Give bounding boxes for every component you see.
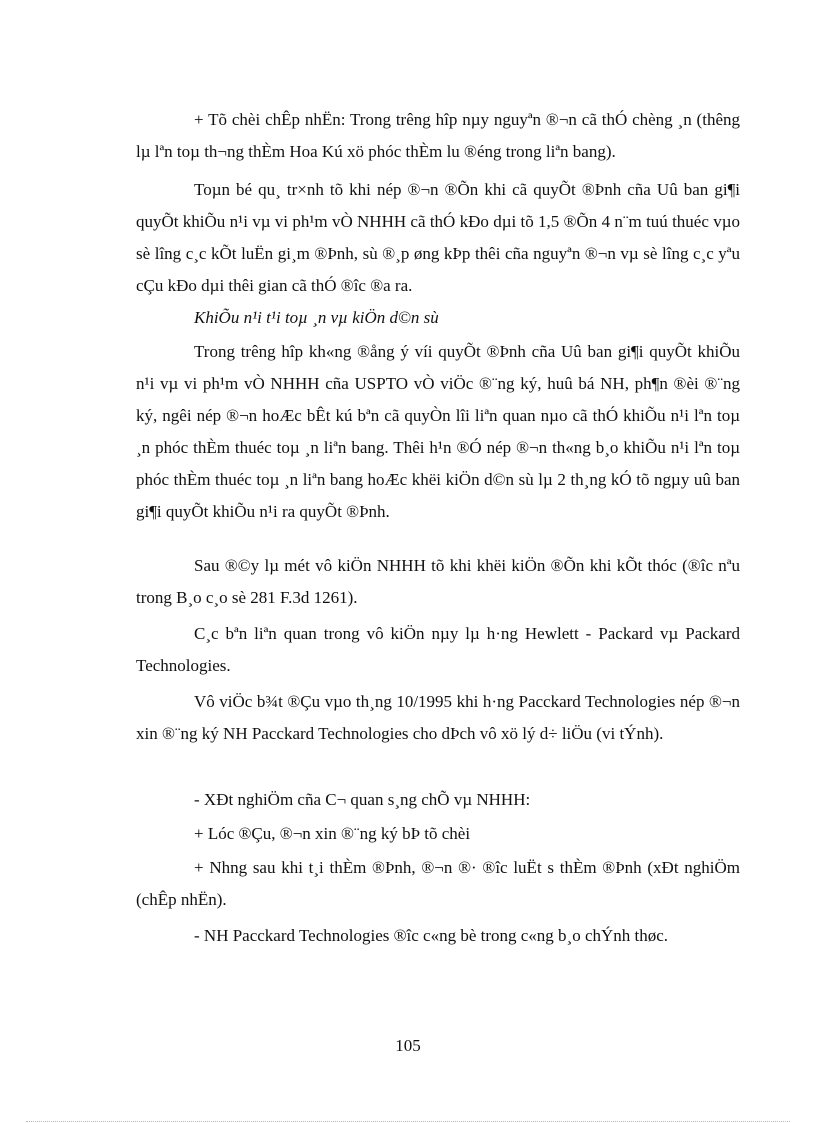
page-number: 105 [395,1036,421,1055]
footer-divider [26,1121,790,1122]
paragraph-court-appeal: Trong trêng hîp kh«ng ®ång ý víi quyÕt ®Þnh cña Uû ban gi¶i quyÕt khiÕu n¹i vµ vi ph¹m vÒ NHHH cña USPTO vÒ viÖc ®¨ng ký, huû bá NH, ph¶n ®èi ®¨ng ký, ngêi nép ®¬n hoÆc bÊt kú bªn cã quyÒn lîi liªn quan nµo cã thÓ khiÕu n¹i lªn toµ ¸n phóc thÈm thuéc toµ ¸n liªn bang. Thêi h¹n ®Ó nép ®¬n th«ng b¸o khiÕu n¹i lªn toµ phóc thÈm thuéc toµ ¸n liªn bang hoÆc khëi kiÖn d©n sù lµ 2 th¸ng kÓ tõ ngµy uû ban gi¶i quyÕt khiÕu n¹i ra quyÕt ®Þnh. [136,342,740,521]
paragraph-case-start: Vô viÖc b¾t ®Çu vµo th¸ng 10/1995 khi h·ng Pacckard Technologies nép ®¬n xin ®¨ng ký NH Pacckard Technologies cho dÞch vô xö lý d÷ liÖu (vi tÝnh). [136,692,740,743]
paragraph-reexamination: + Nhng sau khi t¸i thÈm ®Þnh, ®¬n ®· ®îc luËt s thÈm ®Þnh (xÐt nghiÖm (chÊp nhËn). [136,858,740,909]
paragraph-publication: - NH Pacckard Technologies ®îc c«ng bè trong c«ng b¸o chÝnh thøc. [194,926,669,945]
section-heading-court-appeal: KhiÕu n¹i t¹i toµ ¸n vµ kiÖn d©n sù [194,308,439,327]
paragraph-process-duration: Toµn bé qu¸ tr×nh tõ khi nép ®¬n ®Õn khi cã quyÕt ®Þnh cña Uû ban gi¶i quyÕt khiÕu n¹i vµ vi ph¹m vÒ NHHH cã thÓ kÐo dµi tõ 1,5 ®Õn 4 n¨m tuú thuéc vµo sè lîng c¸c kÕt luËn gi¸m ®Þnh, sù ®¸p øng kÞp thêi cña nguyªn ®¬n vµ sè lîng c¸c yªu cÇu kÐo dµi thêi gian cã thÓ ®îc ®a ra. [136,180,740,295]
paragraph-parties: C¸c bªn liªn quan trong vô kiÖn nµy lµ h·ng Hewlett - Packard vµ Packard Technologies. [136,624,740,675]
paragraph-initial-rejection: + Lóc ®Çu, ®¬n xin ®¨ng ký bÞ tõ chèi [194,824,471,843]
paragraph-examination-heading: - XÐt nghiÖm cña C¬ quan s¸ng chÕ vµ NHHH: [194,790,531,809]
paragraph-case-intro: Sau ®©y lµ mét vô kiÖn NHHH tõ khi khëi kiÖn ®Õn khi kÕt thóc (®îc nªu trong B¸o c¸o sè 281 F.3d 1261). [136,556,740,607]
paragraph-rejection-appeal: + Tõ chèi chÊp nhËn: Trong trêng hîp nµy nguyªn ®¬n cã thÓ chèng ¸n (thêng lµ lªn toµ th¬ng thÈm Hoa Kú xö phóc thÈm lu ®éng trong liªn bang). [136,110,740,161]
